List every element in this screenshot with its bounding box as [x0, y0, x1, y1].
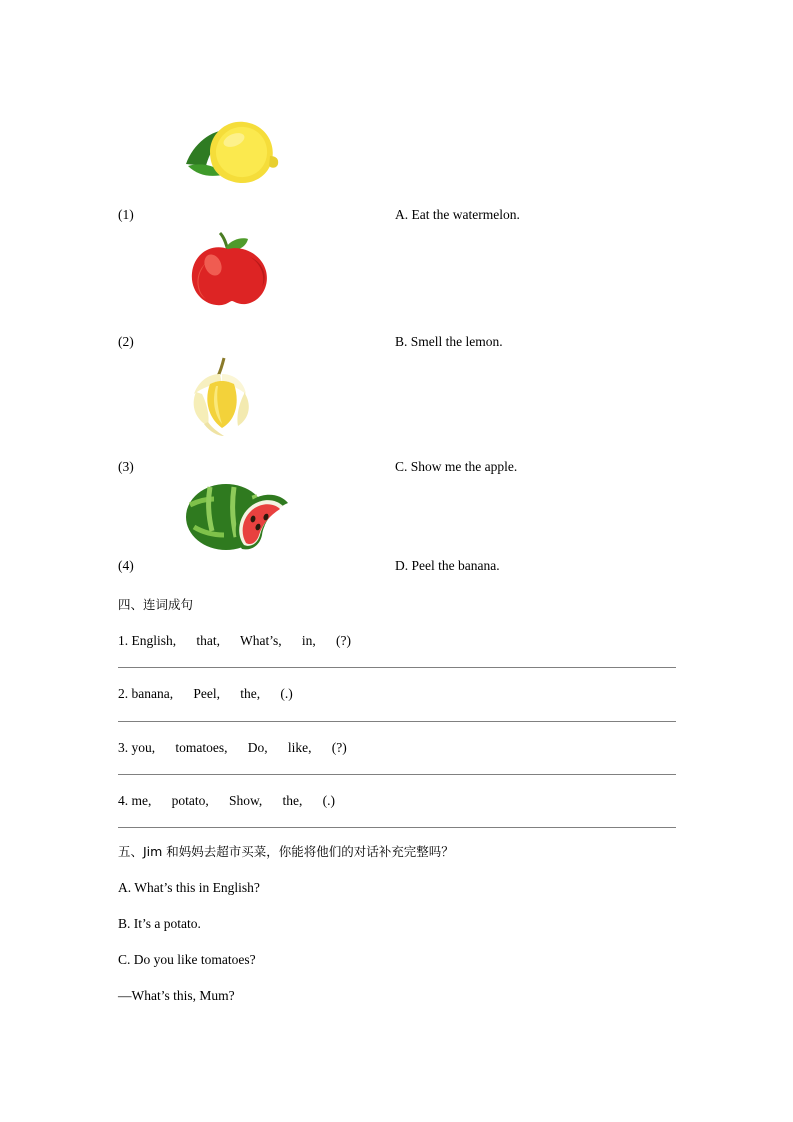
- match-option[interactable]: D. Peel the banana.: [395, 558, 500, 573]
- match-option[interactable]: A. Eat the watermelon.: [395, 207, 520, 222]
- match-number: (2): [118, 334, 134, 349]
- answer-line[interactable]: [118, 774, 676, 775]
- match-number: (3): [118, 459, 134, 474]
- watermelon-illustration: [180, 475, 296, 553]
- match-option[interactable]: C. Show me the apple.: [395, 459, 518, 474]
- sentence-question-4: 4. me, potato, Show, the, (.): [118, 792, 335, 808]
- banana-icon: [180, 352, 276, 442]
- section-five: [118, 842, 676, 1006]
- section-five-heading: 五、Jim 和妈妈去超市买菜，你能将他们的对话补充完整吗？: [118, 844, 454, 859]
- match-number: (4): [118, 558, 134, 573]
- sentence-question-2: 2. banana, Peel, the, (.): [118, 686, 293, 702]
- watermelon-icon: [180, 475, 296, 553]
- sentence-question-3: 3. you, tomatoes, Do, like, (?): [118, 739, 347, 755]
- match-row: [118, 100, 676, 227]
- apple-illustration: [180, 231, 276, 311]
- match-row: [118, 227, 676, 352]
- lemon-icon: [180, 112, 280, 190]
- section-four: [118, 595, 676, 828]
- dialogue-line-1: —What’s this, Mum?: [118, 987, 235, 1003]
- lemon-illustration: [180, 112, 280, 190]
- banana-illustration: [180, 352, 276, 442]
- answer-line[interactable]: [118, 667, 676, 668]
- dialogue-choice-c: C. Do you like tomatoes?: [118, 951, 256, 967]
- matching-exercise: [118, 100, 676, 585]
- match-option[interactable]: B. Smell the lemon.: [395, 334, 503, 349]
- answer-line[interactable]: [118, 721, 676, 722]
- answer-line[interactable]: [118, 827, 676, 828]
- match-row: [118, 477, 676, 585]
- apple-icon: [180, 231, 276, 311]
- dialogue-choice-a: A. What’s this in English?: [118, 880, 260, 895]
- match-number: (1): [118, 207, 134, 222]
- match-row: [118, 352, 676, 477]
- sentence-question-1: 1. English, that, What’s, in, (?): [118, 633, 351, 648]
- section-four-heading: 四、连词成句: [118, 597, 194, 612]
- worksheet-content: [118, 100, 676, 1006]
- dialogue-choice-b: B. It’s a potato.: [118, 915, 201, 931]
